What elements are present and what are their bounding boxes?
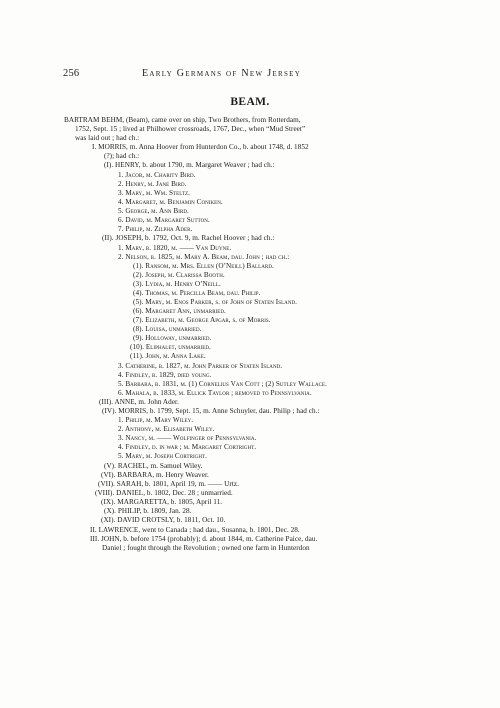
- text-line: (4). Thomas, m. Percilla Beam, dau. Philip.: [133, 289, 261, 297]
- text-line: (IX). MARGARETTA, b. 1805, April 11.: [101, 498, 223, 506]
- text-line: (V). RACHEL, m. Samuel Wiley.: [104, 462, 203, 470]
- running-title: Early Germans of New Jersey: [142, 68, 302, 79]
- text-line: (III). ANNE, m. John Ader.: [99, 398, 179, 406]
- text-line: was laid out ; had ch.:: [75, 134, 140, 142]
- text-line: 5. Barbara, b. 1831, m. (1) Cornelius Van Cott ; (2) Sutley Wallace.: [118, 380, 327, 388]
- text-line: (VIII). DANIEL, b. 1802, Dec. 28 ; unmarried.: [95, 489, 233, 497]
- text-line: 5. George, m. Ann Bird.: [118, 207, 189, 215]
- text-line: (II). JOSEPH, b. 1792, Oct. 9, m. Rachel Hoover ; had ch.:: [102, 234, 275, 242]
- text-line: (6). Margaret Ann, unmarried.: [133, 307, 226, 315]
- text-line: 1752, Sept. 15 ; lived at Philhower crossroads, 1767, Dec., when “Mud Street”: [75, 125, 306, 133]
- text-line: (VII). SARAH, b. 1801, April 19, m. —— Urtz.: [98, 480, 239, 488]
- text-line: 4. Margaret, m. Benjamin Coniken.: [118, 198, 223, 206]
- text-line: 1. Mary, b. 1820, m. —— Van Duyne.: [118, 244, 232, 252]
- text-line: (?); had ch.:: [104, 152, 140, 160]
- text-line: 1. Jacob, m. Charity Bird.: [118, 171, 196, 179]
- page-number: 256: [63, 68, 80, 79]
- text-line: (I). HENRY, b. about 1790, m. Margaret Weaver ; had ch.:: [104, 161, 275, 169]
- text-line: 4. Findley, b. 1829, died young.: [118, 371, 212, 379]
- text-line: Daniel ; fought through the Revolution ; owned one farm in Hunterdon: [102, 544, 310, 552]
- text-line: I. MORRIS, m. Anna Hoover from Hunterdon Co., b. about 1748, d. 1852: [92, 143, 309, 151]
- text-line: 3. Catherine, b. 1827, m. John Parker of Staten Island.: [118, 362, 283, 370]
- text-line: III. JOHN, b. before 1754 (probably); d. about 1844, m. Catherine Paice, dau.: [90, 535, 318, 543]
- text-line: (2). Joseph, m. Clarissa Booth.: [133, 271, 225, 279]
- text-line: (7). Elizabeth, m. George Apgar, s. of Morris.: [133, 316, 271, 324]
- text-line: 1. Philip, m. Mary Wiley.: [118, 416, 194, 424]
- text-line: (1). Ransom, m. Mrs. Ellen (O’Neill) Ballard.: [133, 262, 274, 270]
- text-line: 6. David, m. Margaret Sutton.: [118, 216, 210, 224]
- text-line: (IV). MORRIS, b. 1799, Sept. 15, m. Anne Schuyler, dau. Philip ; had ch.:: [102, 407, 320, 415]
- text-line: (X). PHILIP, b. 1809, Jan. 28.: [104, 507, 192, 515]
- text-line: 2. Nelson, b. 1825, m. Mary A. Beam, dau. John ; had ch.:: [118, 253, 290, 261]
- text-line: 7. Philip, m. Zilpha Ader.: [118, 225, 193, 233]
- text-line: (XI). DAVID CROTSLY, b. 1811, Oct. 10.: [101, 516, 226, 524]
- text-line: 5. Mary, m. Joseph Cortright.: [118, 452, 207, 460]
- text-line: 3. Nancy, m. —— Wolfinger of Pennsylvania.: [118, 434, 257, 442]
- text-line: BARTRAM BEHM, (Beam), came over on ship, Two Brothers, from Rotterdam,: [64, 116, 301, 124]
- text-line: (5). Mary, m. Enos Parker, s. of John of Staten Island.: [133, 298, 298, 306]
- text-line: (11). John, m. Anna Lake.: [130, 352, 206, 360]
- text-line: 2. Henry, m. Jane Bird.: [118, 180, 187, 188]
- text-line: (VI). BARBARA, m. Henry Weaver.: [101, 471, 209, 479]
- text-line: 4. Findley, d. in war ; m. Margaret Cortright.: [118, 443, 257, 451]
- text-line: (9). Holloway, unmarried.: [133, 334, 212, 342]
- text-line: II. LAWRENCE, went to Canada ; had dau., Susanna, b. 1801, Dec. 28.: [90, 526, 300, 534]
- text-line: 3. Mary, m. Wm. Steltz.: [118, 189, 190, 197]
- text-line: 6. Mahala, b. 1833, m. Ellick Taylor ; removed to Pennsylvania.: [118, 389, 312, 397]
- text-line: (8). Louisa, unmarried.: [133, 325, 202, 333]
- section-heading: BEAM.: [230, 96, 270, 108]
- text-line: (3). Lydia, m. Henry O’Neill.: [133, 280, 221, 288]
- text-line: 2. Anthony, m. Elisabeth Wiley.: [118, 425, 215, 433]
- text-line: (10). Eliphalet, unmarried.: [130, 343, 211, 351]
